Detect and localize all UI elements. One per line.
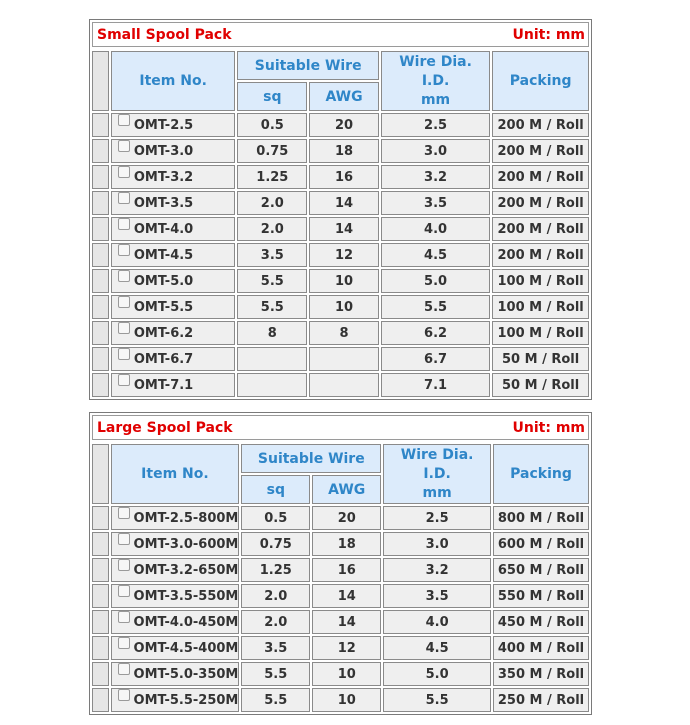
row-stub xyxy=(92,373,109,397)
awg-cell: 14 xyxy=(309,191,379,215)
header-wire-dia-line1: Wire Dia. xyxy=(399,53,472,70)
wire-dia-cell: 4.0 xyxy=(381,217,490,241)
item-number: OMT-7.1 xyxy=(133,377,194,393)
awg-cell xyxy=(309,373,379,397)
item-number: OMT-3.2 xyxy=(133,169,194,185)
large-spool-title-bar xyxy=(92,415,589,440)
item-cell xyxy=(111,191,236,215)
item-cell xyxy=(111,636,240,660)
item-checkbox[interactable] xyxy=(118,348,130,360)
header-wire-dia-line3: mm xyxy=(420,91,451,108)
awg-cell: 14 xyxy=(312,610,381,634)
table-row xyxy=(92,662,589,686)
item-number: OMT-6.7 xyxy=(133,351,194,367)
table-row xyxy=(92,347,589,371)
sq-cell: 5.5 xyxy=(237,295,307,319)
item-checkbox[interactable] xyxy=(118,533,130,545)
row-stub xyxy=(92,688,109,712)
item-checkbox[interactable] xyxy=(118,244,130,256)
table-row xyxy=(92,584,589,608)
table-row xyxy=(92,321,589,345)
item-checkbox[interactable] xyxy=(118,559,130,571)
row-stub xyxy=(92,191,109,215)
item-cell xyxy=(111,688,240,712)
sq-cell: 2.0 xyxy=(237,191,307,215)
wire-dia-cell: 3.2 xyxy=(383,558,491,582)
header-stub xyxy=(92,444,109,504)
row-stub xyxy=(92,113,109,137)
wire-dia-cell: 4.5 xyxy=(383,636,491,660)
small-spool-title-bar xyxy=(92,22,589,47)
table-row xyxy=(92,636,589,660)
awg-cell: 18 xyxy=(309,139,379,163)
sq-cell: 1.25 xyxy=(237,165,307,189)
item-cell xyxy=(111,295,236,319)
sq-cell: 5.5 xyxy=(237,269,307,293)
item-cell xyxy=(111,139,236,163)
table-row xyxy=(92,217,589,241)
header-stub xyxy=(92,51,109,111)
table-title: Large Spool Pack xyxy=(97,419,233,436)
item-checkbox[interactable] xyxy=(118,192,130,204)
row-stub xyxy=(92,321,109,345)
table-row xyxy=(92,610,589,634)
wire-dia-cell: 4.0 xyxy=(383,610,491,634)
wire-dia-cell: 2.5 xyxy=(381,113,490,137)
packing-cell: 250 M / Roll xyxy=(493,688,589,712)
row-stub xyxy=(92,243,109,267)
awg-cell: 14 xyxy=(309,217,379,241)
header-wire-dia xyxy=(383,444,491,504)
header-wire-dia xyxy=(381,51,490,111)
table-row xyxy=(92,191,589,215)
item-cell xyxy=(111,113,236,137)
item-cell xyxy=(111,321,236,345)
item-number: OMT-3.2-650M xyxy=(133,562,239,578)
item-number: OMT-3.0 xyxy=(133,143,194,159)
row-stub xyxy=(92,506,109,530)
awg-cell xyxy=(309,347,379,371)
sq-cell xyxy=(237,347,307,371)
sq-cell: 2.0 xyxy=(241,584,310,608)
item-cell xyxy=(111,662,240,686)
row-stub xyxy=(92,636,109,660)
item-checkbox[interactable] xyxy=(118,114,130,126)
item-cell xyxy=(111,610,240,634)
unit-label: Unit: mm xyxy=(512,26,585,43)
packing-cell: 200 M / Roll xyxy=(492,139,589,163)
wire-dia-cell: 7.1 xyxy=(381,373,490,397)
packing-cell: 600 M / Roll xyxy=(493,532,589,556)
item-number: OMT-4.5-400M xyxy=(133,640,239,656)
item-cell xyxy=(111,165,236,189)
item-checkbox[interactable] xyxy=(118,374,130,386)
sq-cell: 2.0 xyxy=(237,217,307,241)
row-stub xyxy=(92,558,109,582)
wire-dia-cell: 5.5 xyxy=(383,688,491,712)
wire-dia-cell: 5.0 xyxy=(383,662,491,686)
header-packing: Packing xyxy=(492,51,589,111)
row-stub xyxy=(92,217,109,241)
wire-dia-cell: 6.2 xyxy=(381,321,490,345)
item-number: OMT-3.0-600M xyxy=(133,536,239,552)
small-spool-pack-panel xyxy=(89,19,592,400)
wire-dia-cell: 3.5 xyxy=(383,584,491,608)
header-packing: Packing xyxy=(493,444,589,504)
large-spool-pack-panel xyxy=(89,412,592,715)
table-row xyxy=(92,373,589,397)
table-row xyxy=(92,532,589,556)
item-cell xyxy=(111,243,236,267)
table-row xyxy=(92,139,589,163)
item-number: OMT-5.5-250M xyxy=(133,692,239,708)
row-stub xyxy=(92,610,109,634)
item-number: OMT-4.5 xyxy=(133,247,194,263)
item-checkbox[interactable] xyxy=(118,689,130,701)
item-checkbox[interactable] xyxy=(118,663,130,675)
sq-cell: 0.75 xyxy=(241,532,310,556)
item-checkbox[interactable] xyxy=(118,270,130,282)
item-checkbox[interactable] xyxy=(118,296,130,308)
item-number: OMT-3.5 xyxy=(133,195,194,211)
sq-cell: 5.5 xyxy=(241,688,310,712)
packing-cell: 200 M / Roll xyxy=(492,113,589,137)
sq-cell: 2.0 xyxy=(241,610,310,634)
packing-cell: 550 M / Roll xyxy=(493,584,589,608)
awg-cell: 16 xyxy=(309,165,379,189)
row-stub xyxy=(92,165,109,189)
item-cell xyxy=(111,558,240,582)
item-checkbox[interactable] xyxy=(118,218,130,230)
table-title: Small Spool Pack xyxy=(97,26,232,43)
wire-dia-cell: 5.5 xyxy=(381,295,490,319)
row-stub xyxy=(92,584,109,608)
wire-dia-cell: 6.7 xyxy=(381,347,490,371)
sq-cell: 1.25 xyxy=(241,558,310,582)
awg-cell: 12 xyxy=(312,636,381,660)
header-wire-dia-line1: Wire Dia. xyxy=(400,446,474,463)
awg-cell: 20 xyxy=(309,113,379,137)
item-checkbox[interactable] xyxy=(118,322,130,334)
row-stub xyxy=(92,347,109,371)
awg-cell: 10 xyxy=(309,295,379,319)
item-cell xyxy=(111,584,240,608)
sq-cell: 0.5 xyxy=(237,113,307,137)
packing-cell: 50 M / Roll xyxy=(492,373,589,397)
table-row xyxy=(92,165,589,189)
wire-dia-cell: 3.0 xyxy=(383,532,491,556)
item-number: OMT-5.0-350M xyxy=(133,666,239,682)
header-awg: AWG xyxy=(309,82,379,111)
table-row xyxy=(92,269,589,293)
unit-label: Unit: mm xyxy=(512,419,585,436)
item-checkbox[interactable] xyxy=(118,507,130,519)
sq-cell: 0.75 xyxy=(237,139,307,163)
awg-cell: 16 xyxy=(312,558,381,582)
awg-cell: 12 xyxy=(309,243,379,267)
sq-cell: 5.5 xyxy=(241,662,310,686)
header-wire-dia-line2: I.D. xyxy=(421,72,450,89)
item-checkbox[interactable] xyxy=(118,166,130,178)
item-checkbox[interactable] xyxy=(118,611,130,623)
item-cell xyxy=(111,373,236,397)
large-spool-table xyxy=(90,442,591,714)
packing-cell: 200 M / Roll xyxy=(492,217,589,241)
table-row xyxy=(92,558,589,582)
item-checkbox[interactable] xyxy=(118,585,130,597)
header-wire-dia-line3: mm xyxy=(422,484,452,501)
awg-cell: 14 xyxy=(312,584,381,608)
item-number: OMT-6.2 xyxy=(133,325,194,341)
packing-cell: 800 M / Roll xyxy=(493,506,589,530)
packing-cell: 100 M / Roll xyxy=(492,321,589,345)
awg-cell: 18 xyxy=(312,532,381,556)
packing-cell: 100 M / Roll xyxy=(492,295,589,319)
table-row xyxy=(92,243,589,267)
header-suitable-wire: Suitable Wire xyxy=(237,51,378,80)
item-checkbox[interactable] xyxy=(118,637,130,649)
item-number: OMT-4.0 xyxy=(133,221,194,237)
header-item-no: Item No. xyxy=(111,444,240,504)
table-row xyxy=(92,688,589,712)
packing-cell: 100 M / Roll xyxy=(492,269,589,293)
header-awg: AWG xyxy=(312,475,381,504)
header-suitable-wire: Suitable Wire xyxy=(241,444,381,473)
item-cell xyxy=(111,217,236,241)
item-checkbox[interactable] xyxy=(118,140,130,152)
row-stub xyxy=(92,662,109,686)
awg-cell: 10 xyxy=(312,688,381,712)
sq-cell: 8 xyxy=(237,321,307,345)
item-cell xyxy=(111,347,236,371)
table-row xyxy=(92,506,589,530)
item-number: OMT-2.5-800M xyxy=(133,510,239,526)
packing-cell: 400 M / Roll xyxy=(493,636,589,660)
item-number: OMT-4.0-450M xyxy=(133,614,239,630)
awg-cell: 20 xyxy=(312,506,381,530)
item-number: OMT-2.5 xyxy=(133,117,194,133)
wire-dia-cell: 5.0 xyxy=(381,269,490,293)
packing-cell: 200 M / Roll xyxy=(492,243,589,267)
wire-dia-cell: 3.2 xyxy=(381,165,490,189)
item-number: OMT-3.5-550M xyxy=(133,588,239,604)
item-number: OMT-5.0 xyxy=(133,273,194,289)
row-stub xyxy=(92,139,109,163)
row-stub xyxy=(92,532,109,556)
row-stub xyxy=(92,295,109,319)
header-wire-dia-line2: I.D. xyxy=(423,465,451,482)
header-item-no: Item No. xyxy=(111,51,236,111)
wire-dia-cell: 2.5 xyxy=(383,506,491,530)
item-cell xyxy=(111,269,236,293)
item-number: OMT-5.5 xyxy=(133,299,194,315)
wire-dia-cell: 3.5 xyxy=(381,191,490,215)
item-cell xyxy=(111,532,240,556)
sq-cell: 3.5 xyxy=(241,636,310,660)
wire-dia-cell: 3.0 xyxy=(381,139,490,163)
sq-cell: 3.5 xyxy=(237,243,307,267)
row-stub xyxy=(92,269,109,293)
small-spool-table xyxy=(90,49,591,399)
awg-cell: 8 xyxy=(309,321,379,345)
packing-cell: 350 M / Roll xyxy=(493,662,589,686)
awg-cell: 10 xyxy=(309,269,379,293)
item-cell xyxy=(111,506,240,530)
packing-cell: 200 M / Roll xyxy=(492,165,589,189)
sq-cell xyxy=(237,373,307,397)
header-sq: sq xyxy=(241,475,310,504)
table-row xyxy=(92,295,589,319)
packing-cell: 650 M / Roll xyxy=(493,558,589,582)
sq-cell: 0.5 xyxy=(241,506,310,530)
table-row xyxy=(92,113,589,137)
header-sq: sq xyxy=(237,82,307,111)
wire-dia-cell: 4.5 xyxy=(381,243,490,267)
packing-cell: 200 M / Roll xyxy=(492,191,589,215)
awg-cell: 10 xyxy=(312,662,381,686)
packing-cell: 450 M / Roll xyxy=(493,610,589,634)
packing-cell: 50 M / Roll xyxy=(492,347,589,371)
